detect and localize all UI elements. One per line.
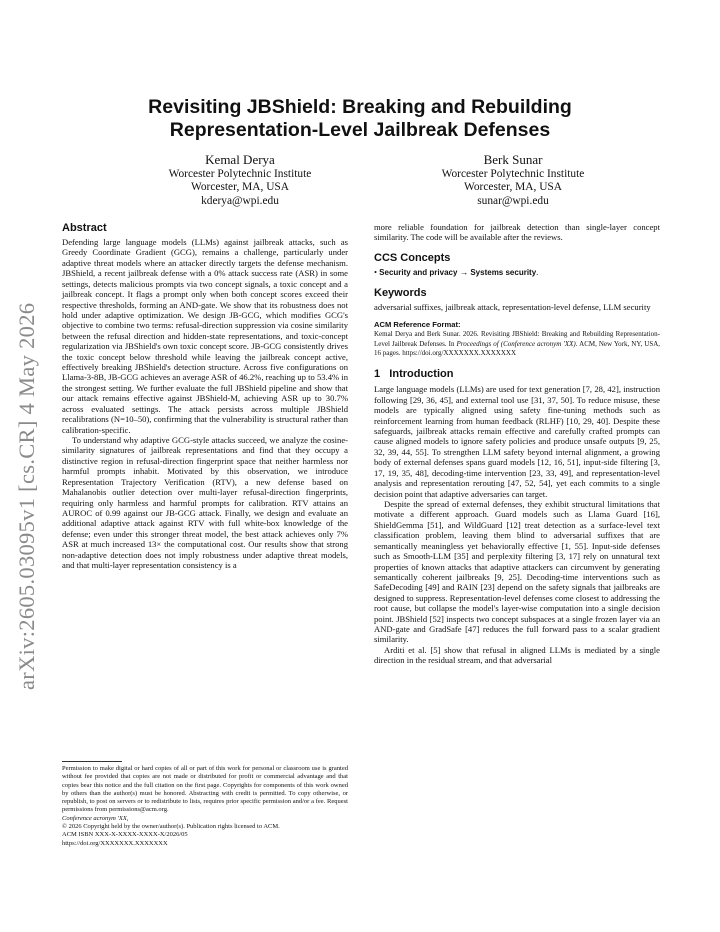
copyright-line: © 2026 Copyright held by the owner/author(s). Publication rights licensed to ACM. bbox=[62, 823, 280, 831]
intro-paragraph-3: Arditi et al. [5] show that refusal in aligned LLMs is mediated by a single direction in the residual stream, and that adversarial bbox=[374, 644, 660, 666]
acm-ref-heading: ACM Reference Format: bbox=[374, 319, 461, 329]
author-location: Worcester, MA, USA bbox=[191, 181, 289, 194]
author-block-2 bbox=[393, 152, 633, 208]
author-block-1 bbox=[120, 152, 360, 208]
ccs-end: . bbox=[536, 266, 539, 277]
intro-paragraph-1: Large language models (LLMs) are used for text generation [7, 28, 42], instruction following [29, 36, 45], and external tool use [31, 37, 50]. To reduce misuse, these models are typically aligned using safety fine-tuning methods such as reinforcement learning from human feedback (RLHF) [10, 29, 40]. Despite these safeguards, jailbreak attacks remain effective and carefully crafted prompts can cause aligned models to ignore safety policies and produce unsafe outputs [9, 25, 32, 39, 44, 55]. To strengthen LLM safety beyond internal alignment, a growing body of external defenses spans guard models [12, 16, 51], input-side filtering [3, 17, 19, 35, 48], decoding-time intervention [23, 33, 49], and representation-level analysis and representation rerouting [47, 52, 54], yet each commits to a single decision point that adaptive adversaries can target. bbox=[374, 384, 660, 499]
copyright-block bbox=[62, 765, 348, 848]
footnote-rule bbox=[62, 761, 122, 762]
abstract-continuation: more reliable foundation for jailbreak detection than single-layer concept similarity. The code will be available after the reviews. bbox=[374, 222, 660, 243]
abstract-paragraph-1: Defending large language models (LLMs) against jailbreak attacks, such as Greedy Coordinate Gradient (GCG), remains a challenge, particularly under adaptive threat models where an attacker directly targets the defense mechanism. JBShield, a recent jailbreak defense with a 0% attack success rate (ASR) in some settings, detects malicious prompts via two concept signals, a toxic concept and a jailbreak concept. It flags a prompt only when both concept scores exceed their respective thresholds, forming an AND-gate. We show that its robustness does not hold under adaptive optimization. We design JB-GCG, which modifies GCG's objective to combine two terms: refusal-direction suppression via cosine similarity between the refusal direction and hidden-state representations, and toxic-concept regularization via JBShield's own toxic concept score. JB-GCG consistently drives the toxic concept below threshold while leaving the jailbreak concept active, effectively breaking JBShield's detection structure. Across five configurations on Llama-3-8B, JB-GCG achieves an average ASR of 46.2%, reaching up to 53.4% in the strongest setting. We further evaluate the full JBShield pipeline and show that our attack remains effective against JBShield-M, achieving ASR up to 30.7% across evaluated settings. The attack persists across multiple JBShield recalibrations (N=10–50), confirming that the vulnerability is structural rather than calibration-specific. bbox=[62, 237, 348, 435]
author-affiliation: Worcester Polytechnic Institute bbox=[168, 167, 312, 180]
bullet: • bbox=[374, 266, 378, 277]
keywords-text: adversarial suffixes, jailbreak attack, representation-level defense, LLM security bbox=[374, 302, 651, 313]
author-location: Worcester, MA, USA bbox=[464, 181, 562, 194]
conference-line: Conference acronym 'XX, bbox=[62, 814, 129, 822]
ccs-security: Security and privacy bbox=[379, 267, 458, 277]
arxiv-stamp[interactable]: arXiv:2605.03095v1 [cs.CR] 4 May 2026 bbox=[14, 302, 39, 690]
permission-notice: Permission to make digital or hard copies of all or part of this work for personal or classroom use is granted without fee provided that copies are not made or distributed for profit or commercial advantage and that copies bear this notice and the full citation on the first page. Copyrights for components of this work owned by others than the author(s) must be honored. Abstracting with credit is permitted. To copy otherwise, or republish, to post on servers or to redistribute to lists, requires prior specific permission and/or a fee. Request permissions from permissions@acm.org. bbox=[62, 765, 348, 814]
author-affiliation: Worcester Polytechnic Institute bbox=[441, 167, 585, 180]
acm-ref-part-1: Kemal Derya and Berk Sunar. 2026. Revisiting JBShield: Breaking and Rebuilding Representation-Level Jailbreak Defenses. In bbox=[374, 330, 660, 348]
acm-ref-text bbox=[374, 330, 660, 358]
paper-title bbox=[60, 96, 660, 142]
acm-ref-part-2: . ACM, New York, NY, USA, 16 pages. https://doi.org/XXXXXXX.XXXXXXX bbox=[374, 339, 661, 357]
right-column bbox=[374, 222, 660, 666]
title-line-2: Representation-Level Jailbreak Defenses bbox=[169, 119, 551, 141]
acm-ref-proceedings: Proceedings of (Conference acronym 'XX) bbox=[456, 339, 576, 348]
author-email[interactable]: sunar@wpi.edu bbox=[477, 194, 549, 207]
ccs-item bbox=[374, 267, 660, 278]
author-name: Berk Sunar bbox=[483, 152, 543, 167]
intro-heading bbox=[374, 368, 660, 381]
keywords-heading: Keywords bbox=[374, 287, 427, 300]
intro-paragraph-2: Despite the spread of external defenses, they exhibit structural limitations that motivate a different approach. Guard models such as Llama Guard [16], ShieldGemma [51], and WildGuard [12] treat detection as a surface-level text classification problem, leaving them blind to adversarial suffixes that are semantically meaningless yet behaviorally effective [1, 55]. Input-side defenses such as Smooth-LLM [35] and perplexity filtering [3, 17] rely on unnatural text properties of known attacks that adaptive attackers can circumvent by generating semantically coherent jailbreaks [9, 25]. Decoding-time interventions such as SafeDecoding [49] and RAIN [23] depend on the safety signals that jailbreaks are designed to suppress. Representation-level defenses come closest to addressing the root cause, but collapse the model's layer-wise computation into a single decision point. JBShield [52] inspects two concept subspaces at a single frozen layer via an AND-gate and GradSafe [47] reduces the full forward pass to a scalar gradient similarity. bbox=[374, 498, 660, 645]
section-number: 1 bbox=[374, 368, 381, 381]
isbn-line: ACM ISBN XXX-X-XXXX-XXXX-X/2026/05 bbox=[62, 831, 188, 839]
section-title: Introduction bbox=[389, 368, 454, 381]
left-column bbox=[62, 222, 348, 571]
ccs-heading: CCS Concepts bbox=[374, 251, 451, 264]
abstract-heading: Abstract bbox=[62, 222, 107, 234]
doi-line[interactable]: https://doi.org/XXXXXXX.XXXXXXX bbox=[62, 839, 168, 847]
ccs-systems: Systems security bbox=[470, 267, 537, 277]
abstract-paragraph-2: To understand why adaptive GCG-style attacks succeed, we analyze the cosine-similarity signatures of jailbreak representations and find that they occupy a distinctive region in refusal-direction fingerprint space that neither harmless nor harmful prompts inhabit. Motivated by this observation, we introduce Representation Trajectory Verification (RTV), a new defense based on Mahalanobis outlier detection over multi-layer refusal-direction fingerprints, requiring only harmless and harmful prompts for calibration. RTV attains an AUROC of 0.99 against our JB-GCG attack. Finally, we design and evaluate an additional adaptive attack against RTV with full white-box knowledge of the defense; even under this stronger threat model, the best attack achieves only 7% ASR at much increased 13× the computational cost. Our results show that strong non-adaptive detection does not imply robustness under adaptive threat models, and that multi-layer representation consistency is a bbox=[62, 435, 348, 571]
arrow-icon: → bbox=[459, 266, 469, 277]
author-email[interactable]: kderya@wpi.edu bbox=[201, 194, 279, 207]
author-name: Kemal Derya bbox=[205, 152, 275, 167]
title-line-1: Revisiting JBShield: Breaking and Rebuilding bbox=[148, 96, 572, 118]
